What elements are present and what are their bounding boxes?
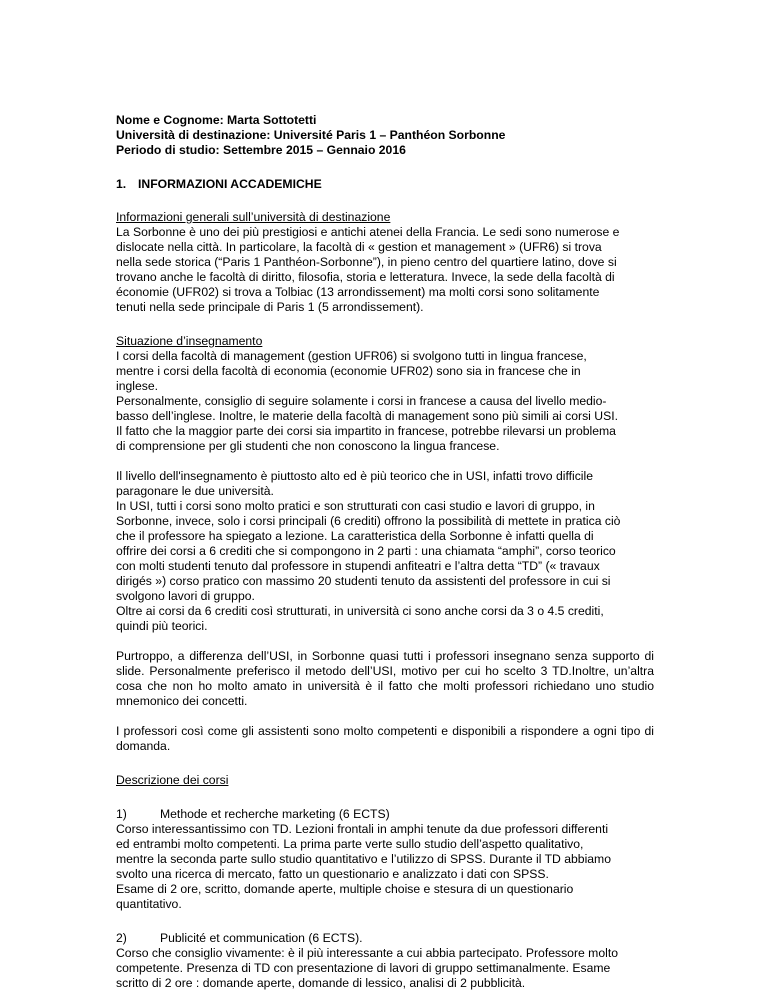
course-name: Publicité et communication (6 ECTS). xyxy=(160,931,363,945)
teaching-paragraph-2 xyxy=(116,469,654,634)
student-header xyxy=(116,113,654,158)
text-line: I corsi della facoltà di management (gestion UFR06) si svolgono tutti in lingua francese, xyxy=(116,349,587,363)
text-line: paragonare le due università. xyxy=(116,484,274,498)
course-number: 2) xyxy=(116,931,127,945)
text-line: scritto di 2 ore : domande aperte, domande di lessico, analisi di 2 pubblicità. xyxy=(116,976,526,990)
destination-university-line: Università di destinazione: Université Paris 1 – Panthéon Sorbonne xyxy=(116,128,506,142)
text-line: trovano anche le facoltà di diritto, filosofia, storia e letteratura. Invece, la sede della facoltà di xyxy=(116,270,615,284)
text-line: con molti studenti tenuto dal professore in stupendi anfiteatri e l’altra detta “TD” (« travaux xyxy=(116,559,600,573)
text-line: Personalmente, consiglio di seguire solamente i corsi in francese a causa del livello medio- xyxy=(116,394,607,408)
study-period-line: Periodo di studio: Settembre 2015 – Gennaio 2016 xyxy=(116,143,406,157)
text-line: nella sede storica (“Paris 1 Panthéon-Sorbonne”), in pieno centro del quartiere latino, dove si xyxy=(116,255,617,269)
text-line: competente. Presenza di TD con presentazione di lavori di gruppo settimanalmente. Esame xyxy=(116,961,611,975)
text-line: che il professore ha spiegato a lezione. La caratteristica della Sorbonne è infatti quella di xyxy=(116,529,594,543)
text-line: quindi più teorici. xyxy=(116,619,208,633)
course-1-title xyxy=(116,807,654,822)
text-line: Oltre ai corsi da 6 crediti così strutturati, in università ci sono anche corsi da 3 o 4.5 crediti, xyxy=(116,604,604,618)
student-name-line: Nome e Cognome: Marta Sottotetti xyxy=(116,113,317,127)
teaching-paragraph-3: Purtroppo, a differenza dell’USI, in Sorbonne quasi tutti i professori insegnano senza supporto di slide. Personalmente preferisco il metodo dell’USI, motivo per cui ho scelto 3 TD.Inoltre, un’altra cosa che non ho molto amato in università è il fatto che molti professori richiedano uno studio mnemonico dei concetti. xyxy=(116,649,654,708)
text-line: tenuti nella sede principale di Paris 1 (5 arrondissement). xyxy=(116,300,424,314)
text-line: Esame di 2 ore, scritto, domande aperte, multiple choise e stesura di un questionario xyxy=(116,882,574,896)
document-page xyxy=(116,113,654,991)
text-line: svolto una ricerca di mercato, fatto un questionario e analizzato i dati con SPSS. xyxy=(116,867,549,881)
general-info-heading: Informazioni generali sull’università di destinazione xyxy=(116,210,391,224)
text-line: économie (UFR02) si trova a Tolbiac (13 arrondissement) ma molti corsi sono solitamente xyxy=(116,285,600,299)
course-name: Methode et recherche marketing (6 ECTS) xyxy=(160,807,390,821)
text-line: In USI, tutti i corsi sono molto pratici e son strutturati con casi studio e lavori di gruppo, in xyxy=(116,499,595,513)
course-2-title xyxy=(116,931,654,946)
text-line: La Sorbonne è uno dei più prestigiosi e antichi atenei della Francia. Le sedi sono numerose e xyxy=(116,225,620,239)
text-line: Sorbonne, invece, solo i corsi principali (6 crediti) offrono la possibilità di mettete in pratica ciò xyxy=(116,514,621,528)
section-title: INFORMAZIONI ACCADEMICHE xyxy=(138,177,322,191)
course-1-description xyxy=(116,822,654,912)
text-line: quantitativo. xyxy=(116,897,182,911)
teaching-paragraph-1 xyxy=(116,349,654,454)
text-line: inglese. xyxy=(116,379,159,393)
text-line: basso dell’inglese. Inoltre, le materie della facoltà di management sono più simili ai corsi USI. xyxy=(116,409,618,423)
text-line: svolgono lavori di gruppo. xyxy=(116,589,255,603)
text-line: mentre la seconda parte sullo studio quantitativo e l’utilizzo di SPSS. Durante il TD abbiamo xyxy=(116,852,611,866)
section-heading xyxy=(116,177,654,192)
text-line: ed entrambi molto competenti. La prima parte verte sullo studio dell’aspetto qualitativo, xyxy=(116,837,584,851)
text-line: offrire dei corsi a 6 crediti che si compongono in 2 parti : una chiamata “amphi”, corso teorico xyxy=(116,544,616,558)
section-number: 1. xyxy=(116,177,127,191)
text-line: mentre i corsi della facoltà di economia (economie UFR02) sono sia in francese che in xyxy=(116,364,581,378)
teaching-heading: Situazione d’insegnamento xyxy=(116,334,263,348)
course-number: 1) xyxy=(116,807,127,821)
course-2-description xyxy=(116,946,654,991)
text-line: Corso che consiglio vivamente: è il più interessante a cui abbia partecipato. Professore molto xyxy=(116,946,618,960)
general-info-paragraph xyxy=(116,225,654,315)
text-line: dislocate nella città. In particolare, la facoltà di « gestion et management » (UFR6) si trova xyxy=(116,240,602,254)
text-line: Il fatto che la maggior parte dei corsi sia impartito in francese, potrebbe rilevarsi un problema xyxy=(116,424,616,438)
courses-heading: Descrizione dei corsi xyxy=(116,773,229,787)
text-line: dirigés ») corso pratico con massimo 20 studenti tenuto da assistenti del professore in cui si xyxy=(116,574,611,588)
text-line: di comprensione per gli studenti che non conoscono la lingua francese. xyxy=(116,439,500,453)
text-line: Il livello dell'insegnamento è piuttosto alto ed è più teorico che in USI, infatti trovo difficile xyxy=(116,469,594,483)
teaching-paragraph-4: I professori così come gli assistenti sono molto competenti e disponibili a rispondere a ogni tipo di domanda. xyxy=(116,724,654,753)
text-line: Corso interessantissimo con TD. Lezioni frontali in amphi tenute da due professori differenti xyxy=(116,822,609,836)
